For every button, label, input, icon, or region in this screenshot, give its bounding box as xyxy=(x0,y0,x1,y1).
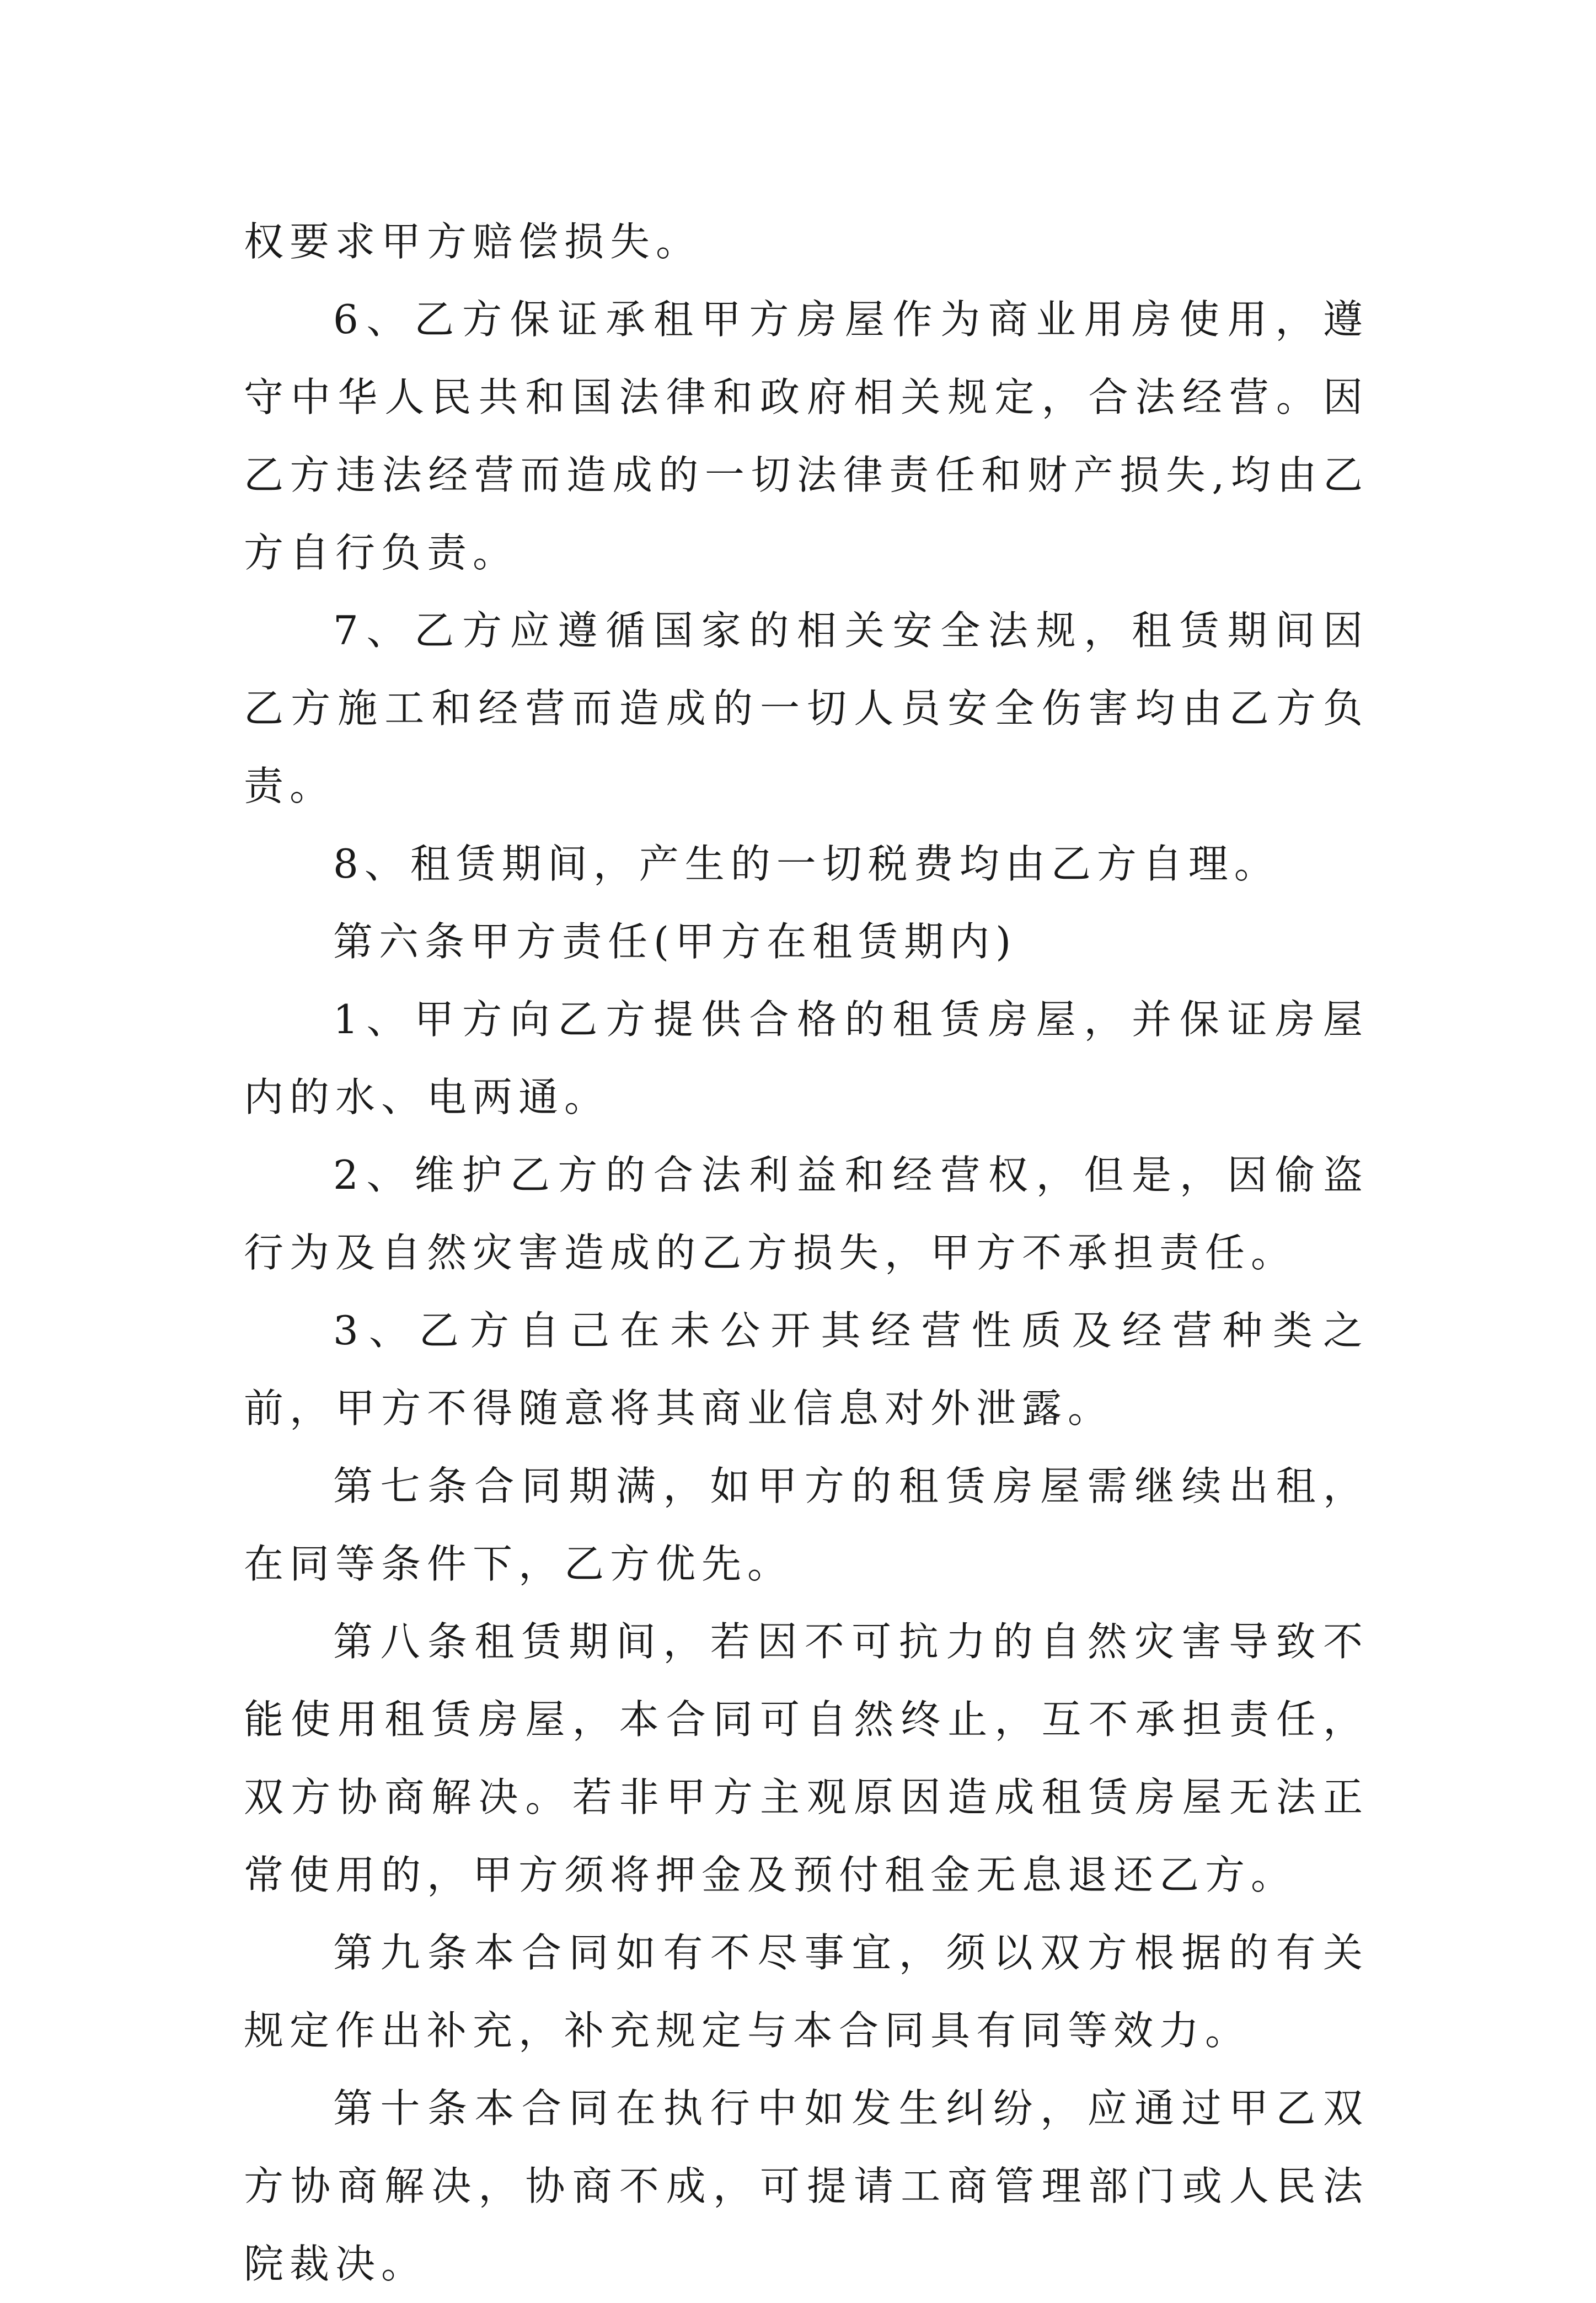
paragraph-clause-8: 8、租赁期间，产生的一切税费均由乙方自理。 xyxy=(333,841,1280,887)
paragraph-article-10: 第十条本合同在执行中如发生纠纷，应通过甲乙双方协商解决，协商不成，可提请工商管理部门或人民法院裁决。 xyxy=(244,2085,1369,2287)
article-6-heading: 第六条甲方责任(甲方在租赁期内) xyxy=(333,918,1017,965)
paragraph-article-6-item-2: 2、维护乙方的合法利益和经营权，但是，因偷盗行为及自然灾害造成的乙方损失，甲方不承担责任。 xyxy=(244,1152,1369,1276)
paragraph-clause-7: 7、乙方应遵循国家的相关安全法规，租赁期间因乙方施工和经营而造成的一切人员安全伤害均由乙方负责。 xyxy=(244,607,1369,809)
paragraph-article-6-item-3: 3、乙方自己在未公开其经营性质及经营种类之前，甲方不得随意将其商业信息对外泄露。 xyxy=(244,1307,1369,1431)
paragraph-article-9: 第九条本合同如有不尽事宜，须以双方根据的有关规定作出补充，补充规定与本合同具有同等效力。 xyxy=(244,1930,1369,2054)
document-body xyxy=(244,203,1369,2303)
paragraph-article-8: 第八条租赁期间，若因不可抗力的自然灾害导致不能使用租赁房屋，本合同可自然终止，互不承担责任，双方协商解决。若非甲方主观原因造成租赁房屋无法正常使用的，甲方须将押金及预付租金无息退还乙方。 xyxy=(244,1618,1369,1898)
paragraph-clause-6: 6、乙方保证承租甲方房屋作为商业用房使用，遵守中华人民共和国法律和政府相关规定，合法经营。因乙方违法经营而造成的一切法律责任和财产损失,均由乙方自行负责。 xyxy=(244,296,1369,576)
paragraph-article-7: 第七条合同期满，如甲方的租赁房屋需继续出租，在同等条件下，乙方优先。 xyxy=(244,1463,1369,1587)
paragraph-article-6-item-1: 1、甲方向乙方提供合格的租赁房屋，并保证房屋内的水、电两通。 xyxy=(244,996,1369,1120)
paragraph-continuation: 权要求甲方赔偿损失。 xyxy=(244,218,702,265)
